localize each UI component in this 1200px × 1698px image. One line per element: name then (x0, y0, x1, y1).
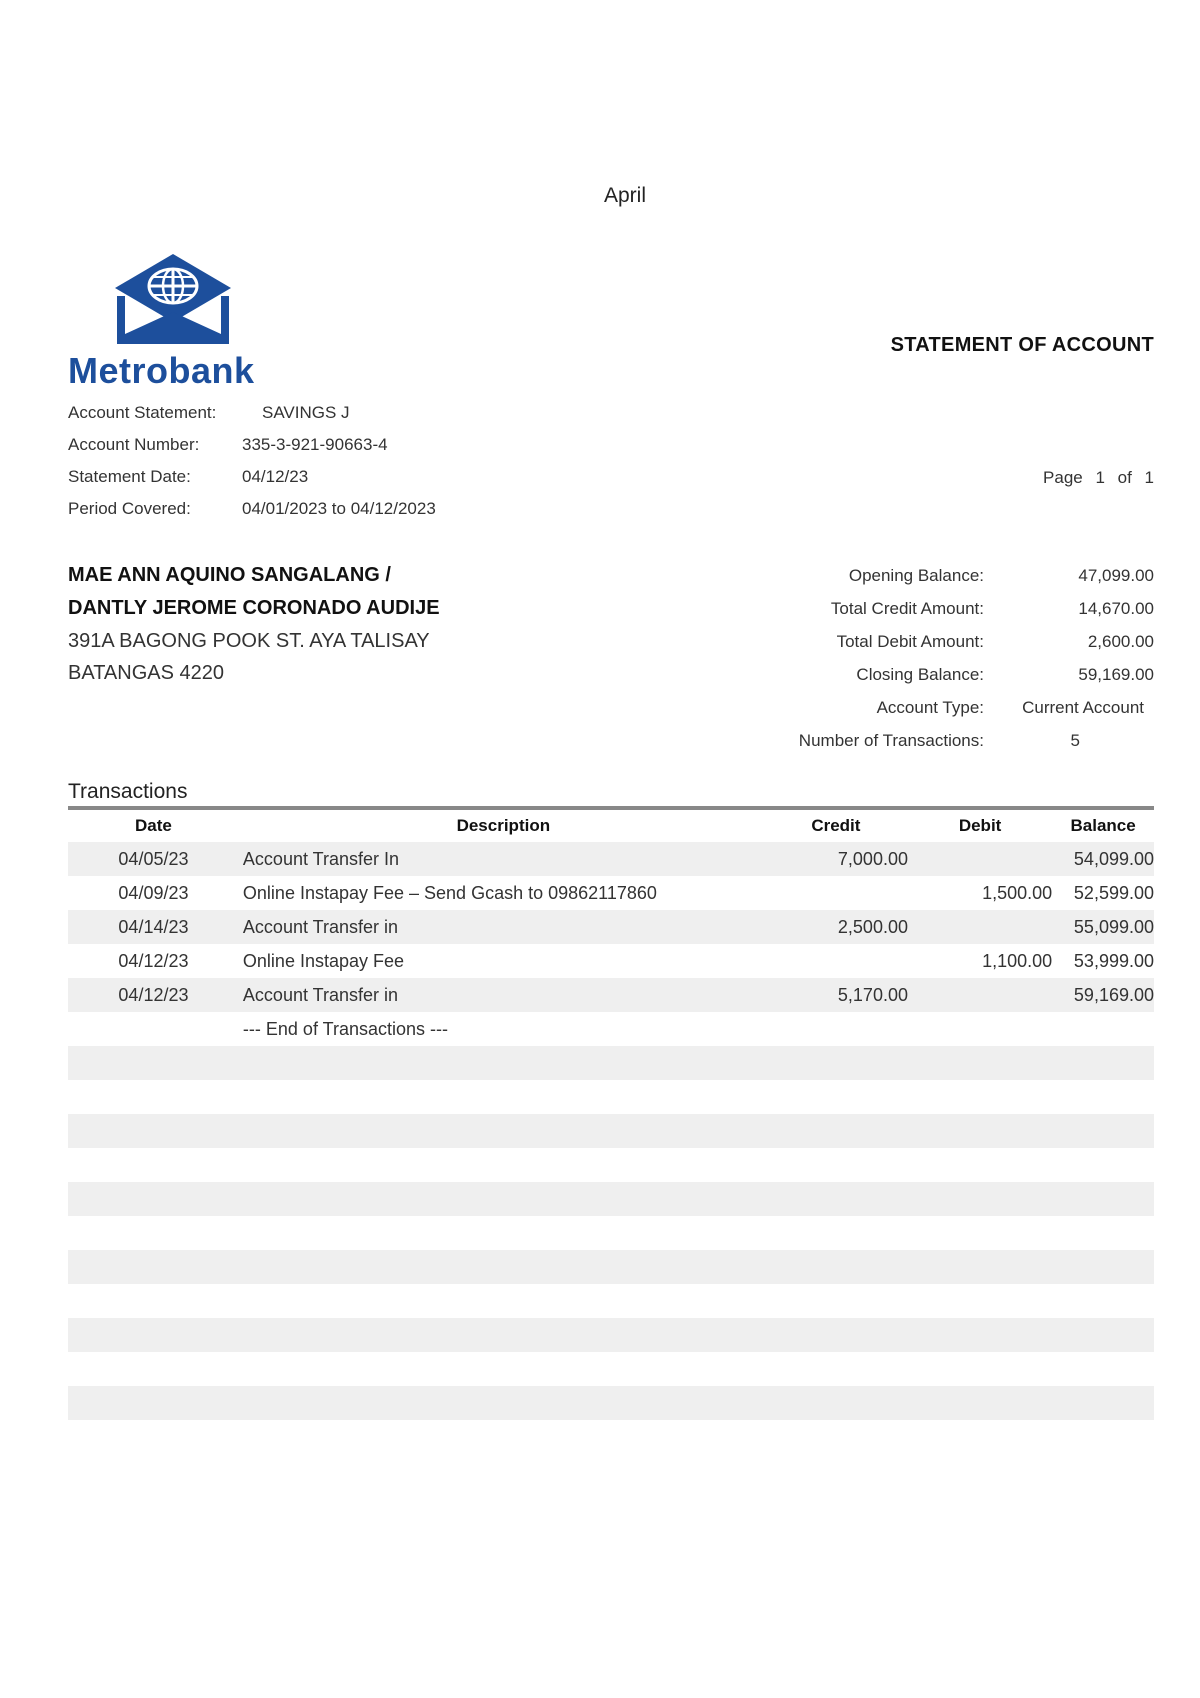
table-row-blank (68, 1182, 1154, 1216)
cell-debit (908, 910, 1052, 944)
summary-value: 5 (1070, 731, 1080, 750)
cell-date: 04/12/23 (118, 950, 189, 971)
cell-empty (68, 1386, 239, 1420)
summary-row-total-credit (634, 599, 1154, 632)
summary-row-account-type (634, 698, 1154, 731)
holder-name-line: DANTLY JEROME CORONADO AUDIJE (68, 597, 440, 619)
table-row-blank (68, 1046, 1154, 1080)
cell-debit (908, 978, 1052, 1012)
summary-row-total-debit (634, 632, 1154, 665)
cell-empty (764, 1352, 908, 1386)
table-row-blank (68, 1386, 1154, 1420)
summary-value: Current Account (1022, 698, 1144, 717)
summary-row-closing-balance (634, 665, 1154, 698)
statement-month: April (603, 184, 646, 207)
page-indicator: Page 1 of 1 (1043, 468, 1154, 487)
meta-value: 04/12/23 (242, 467, 309, 486)
cell-balance: 59,169.00 (1052, 978, 1154, 1012)
summary-value: 59,169.00 (1078, 665, 1154, 684)
document-title: STATEMENT OF ACCOUNT (890, 334, 1154, 356)
cell-empty (908, 1216, 1052, 1250)
summary-label: Account Type: (876, 698, 984, 717)
table-row-blank (68, 1216, 1154, 1250)
cell-empty (908, 1012, 1052, 1046)
cell-credit (764, 944, 908, 978)
cell-empty (764, 1386, 908, 1420)
cell-empty (1052, 1352, 1154, 1386)
cell-empty (908, 1284, 1052, 1318)
holder-name-line: MAE ANN AQUINO SANGALANG / (68, 564, 391, 586)
table-row-blank (68, 1148, 1154, 1182)
transactions-heading: Transactions (68, 780, 188, 803)
cell-empty (1052, 1046, 1154, 1080)
meta-label: Period Covered: (68, 499, 191, 518)
cell-empty (68, 1318, 239, 1352)
cell-empty (908, 1250, 1052, 1284)
summary-label: Total Debit Amount: (836, 632, 984, 651)
cell-empty (908, 1318, 1052, 1352)
table-row (68, 944, 1154, 978)
end-of-transactions: --- End of Transactions --- (242, 1018, 448, 1039)
cell-description: Account Transfer In (239, 842, 764, 876)
cell-date: 04/09/23 (118, 882, 189, 903)
cell-empty (1052, 1012, 1154, 1046)
cell-empty (68, 1352, 239, 1386)
cell-description: Account Transfer in (239, 910, 764, 944)
cell-empty (908, 1148, 1052, 1182)
cell-date: 04/05/23 (68, 842, 239, 876)
cell-empty (764, 1318, 908, 1352)
table-row (68, 910, 1154, 944)
cell-credit: 5,170.00 (764, 978, 908, 1012)
cell-empty (68, 1216, 239, 1250)
summary-label: Closing Balance: (856, 665, 984, 684)
column-header-date: Date (135, 816, 172, 835)
cell-empty (239, 1284, 764, 1318)
cell-credit: 2,500.00 (764, 910, 908, 944)
cell-empty (1052, 1182, 1154, 1216)
table-row-blank (68, 1114, 1154, 1148)
cell-empty (68, 1114, 239, 1148)
cell-empty (68, 1012, 239, 1046)
cell-empty (764, 1284, 908, 1318)
cell-date: 04/12/23 (68, 978, 239, 1012)
cell-empty (1052, 1148, 1154, 1182)
cell-date: 04/14/23 (68, 910, 239, 944)
table-row-blank (68, 1352, 1154, 1386)
table-row (68, 978, 1154, 1012)
table-row (68, 842, 1154, 876)
table-row (68, 876, 1154, 910)
cell-empty (908, 1080, 1052, 1114)
column-header-debit: Debit (958, 816, 1002, 835)
cell-empty (908, 1386, 1052, 1420)
cell-empty (764, 1216, 908, 1250)
cell-credit (764, 876, 908, 910)
column-header-balance: Balance (1070, 816, 1136, 835)
metrobank-emblem-icon (113, 252, 233, 348)
cell-empty (239, 1114, 764, 1148)
cell-empty (764, 1046, 908, 1080)
cell-empty (1052, 1318, 1154, 1352)
cell-empty (68, 1250, 239, 1284)
cell-balance: 52,599.00 (1073, 882, 1154, 903)
cell-debit (908, 842, 1052, 876)
cell-empty (764, 1250, 908, 1284)
summary-value: 2,600.00 (1087, 632, 1154, 651)
holder-address-line: BATANGAS 4220 (68, 662, 224, 684)
cell-empty (68, 1046, 239, 1080)
cell-empty (239, 1386, 764, 1420)
summary-label: Number of Transactions: (798, 731, 984, 750)
cell-empty (239, 1318, 764, 1352)
meta-value: SAVINGS J (262, 403, 350, 422)
bank-logo (68, 252, 288, 392)
cell-balance: 55,099.00 (1052, 910, 1154, 944)
meta-value: 335-3-921-90663-4 (242, 435, 388, 454)
cell-empty (239, 1352, 764, 1386)
table-row-blank (68, 1250, 1154, 1284)
cell-empty (239, 1250, 764, 1284)
summary-row-opening-balance (634, 566, 1154, 599)
summary-label: Total Credit Amount: (830, 599, 984, 618)
balance-summary (634, 566, 1154, 764)
cell-empty (239, 1148, 764, 1182)
summary-label: Opening Balance: (848, 566, 984, 585)
summary-value: 47,099.00 (1078, 566, 1154, 585)
meta-label: Account Statement: (68, 403, 217, 422)
account-holder (68, 564, 440, 694)
summary-row-transaction-count (634, 731, 1154, 764)
column-header-description: Description (456, 816, 551, 835)
column-header-credit: Credit (811, 816, 861, 835)
cell-empty (1052, 1386, 1154, 1420)
cell-empty (908, 1114, 1052, 1148)
cell-empty (764, 1012, 908, 1046)
transactions-table (68, 810, 1154, 1420)
cell-empty (239, 1182, 764, 1216)
cell-empty (239, 1080, 764, 1114)
cell-empty (764, 1182, 908, 1216)
summary-value: 14,670.00 (1078, 599, 1154, 618)
cell-empty (1052, 1114, 1154, 1148)
cell-empty (68, 1080, 239, 1114)
cell-empty (908, 1046, 1052, 1080)
bank-name: Metrobank (68, 350, 255, 391)
meta-label: Account Number: (68, 435, 200, 454)
table-row-blank (68, 1284, 1154, 1318)
table-row-blank (68, 1080, 1154, 1114)
cell-empty (68, 1284, 239, 1318)
cell-empty (1052, 1284, 1154, 1318)
cell-empty (764, 1080, 908, 1114)
cell-credit: 7,000.00 (764, 842, 908, 876)
cell-debit: 1,100.00 (982, 950, 1053, 971)
cell-empty (764, 1148, 908, 1182)
cell-balance: 54,099.00 (1052, 842, 1154, 876)
cell-empty (239, 1046, 764, 1080)
cell-empty (1052, 1250, 1154, 1284)
table-header-row (68, 810, 1154, 842)
holder-address-line: 391A BAGONG POOK ST. AYA TALISAY (68, 630, 430, 652)
cell-description: Account Transfer in (239, 978, 764, 1012)
cell-empty (908, 1182, 1052, 1216)
cell-empty (68, 1182, 239, 1216)
table-row-end-marker (68, 1012, 1154, 1046)
table-row-blank (68, 1318, 1154, 1352)
meta-label: Statement Date: (68, 467, 191, 486)
cell-empty (239, 1216, 764, 1250)
cell-description: Online Instapay Fee – Send Gcash to 09862117860 (242, 882, 657, 903)
cell-balance: 53,999.00 (1073, 950, 1154, 971)
cell-empty (908, 1352, 1052, 1386)
meta-value: 04/01/2023 to 04/12/2023 (242, 499, 436, 518)
cell-empty (68, 1148, 239, 1182)
cell-empty (1052, 1080, 1154, 1114)
cell-debit: 1,500.00 (982, 882, 1053, 903)
cell-empty (1052, 1216, 1154, 1250)
cell-empty (764, 1114, 908, 1148)
cell-description: Online Instapay Fee (242, 950, 405, 971)
